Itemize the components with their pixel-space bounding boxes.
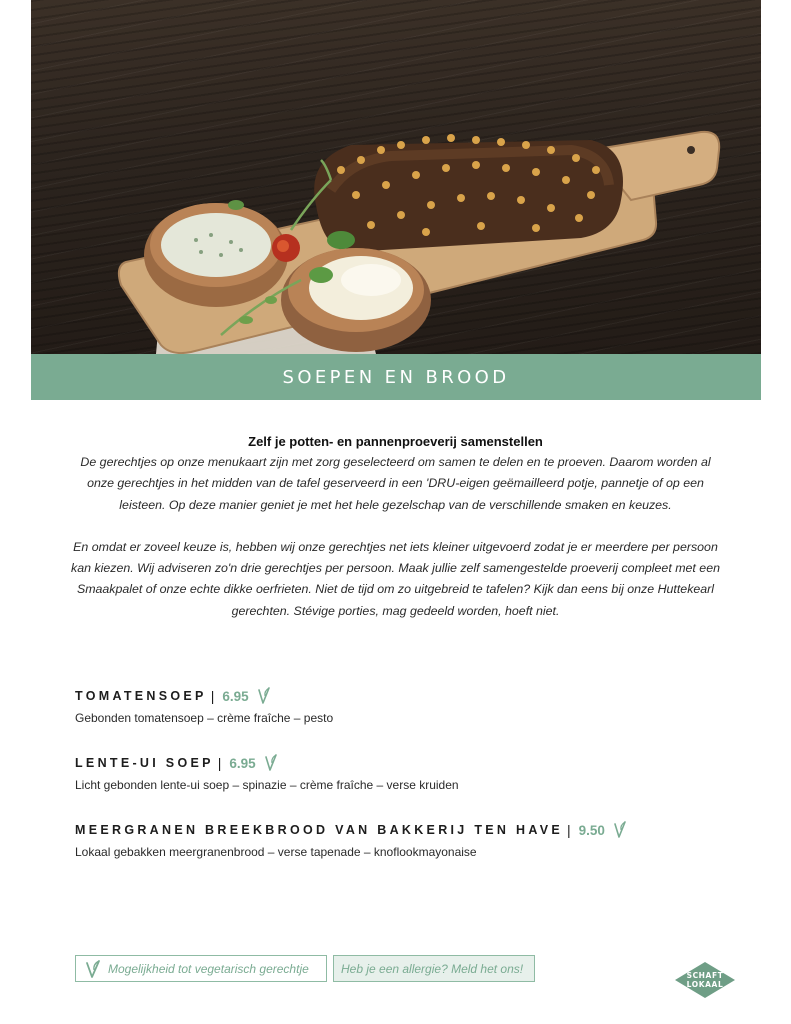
menu-item-description: Gebonden tomatensoep – crème fraîche – pesto: [75, 711, 334, 725]
dip-bowl-right: [281, 248, 431, 352]
leaf-v-icon: [257, 687, 271, 705]
menu-item-price: 6.95: [229, 755, 256, 771]
vegetarian-note-box: [75, 955, 327, 982]
leaf-v-icon: [84, 959, 102, 979]
menu-item-header: [75, 819, 735, 841]
allergy-note-text: Heb je een allergie? Meld het ons!: [341, 961, 524, 976]
menu-item-meergranen-breekbrood: [75, 819, 735, 886]
dip-bowl-left: [144, 203, 288, 307]
leaf-v-icon: [264, 754, 278, 772]
menu-item-description: Lokaal gebakken meergranenbrood – verse tapenade – knoflookmayonaise: [75, 845, 477, 859]
schaft-lokaal-logo: [674, 961, 736, 999]
menu-item-separator: |: [217, 755, 222, 771]
section-title: SOEPEN EN BROOD: [282, 366, 510, 388]
allergy-note-box: [333, 955, 535, 982]
hero-photo: [31, 0, 761, 354]
intro-heading: Zelf je potten- en pannenproeverij samenstellen: [248, 434, 543, 449]
bread-board-illustration: [31, 0, 761, 354]
menu-item-price: 9.50: [578, 822, 605, 838]
menu-item-separator: |: [210, 688, 215, 704]
menu-item-separator: |: [567, 822, 571, 838]
intro-paragraph-2: En omdat er zoveel keuze is, hebben wij onze gerechtjes net iets kleiner uitgevoerd zodat je er meerdere per persoon kan kiezen. Wij adviseren zo'n drie gerechtjes per persoon. Maak jullie zelf samengestelde proeverij compleet met een Smaakpalet of onze echte dikke oerfrieten. Niet de tijd om zo uitgebreid te tafelen? Kijk dan eens bij onze Huttekearl gerechten. Stévige porties, mag gedeeld worden, hoeft niet.: [71, 539, 720, 618]
logo-line-2: LOKAAL: [686, 980, 724, 989]
menu-item-header: [75, 685, 735, 707]
menu-item-name: TOMATENSOEP: [75, 689, 207, 703]
menu-item-description: Licht gebonden lente-ui soep – spinazie – crème fraîche – verse kruiden: [75, 778, 459, 792]
multigrain-loaf: [314, 134, 623, 252]
intro-paragraph-1: De gerechtjes op onze menukaart zijn met zorg geselecteerd om samen te delen en te proeven. Daarom worden al onze gerechtjes in het midden van de tafel geserveerd in een 'DRU-eigen geëmailleerd potje, pannetje of op een leisteen. Op deze manier geniet je met het hele gezelschap van de verschillende smaken en keuzes.: [80, 455, 711, 512]
menu-item-tomatensoep: [75, 685, 735, 752]
menu-item-price: 6.95: [222, 688, 249, 704]
menu-item-name: LENTE-UI SOEP: [75, 756, 214, 770]
section-banner: [31, 354, 761, 400]
menu-item-lente-ui-soep: [75, 752, 735, 819]
intro-block: [70, 432, 721, 622]
vegetarian-note-text: Mogelijkheid tot vegetarisch gerechtje: [108, 961, 309, 976]
leaf-v-icon: [613, 821, 627, 839]
menu-list: [75, 685, 735, 886]
menu-item-header: [75, 752, 735, 774]
menu-item-name: MEERGRANEN BREEKBROOD VAN BAKKERIJ TEN HAVE: [75, 823, 563, 837]
logo-line-1: SCHAFT: [686, 971, 724, 980]
